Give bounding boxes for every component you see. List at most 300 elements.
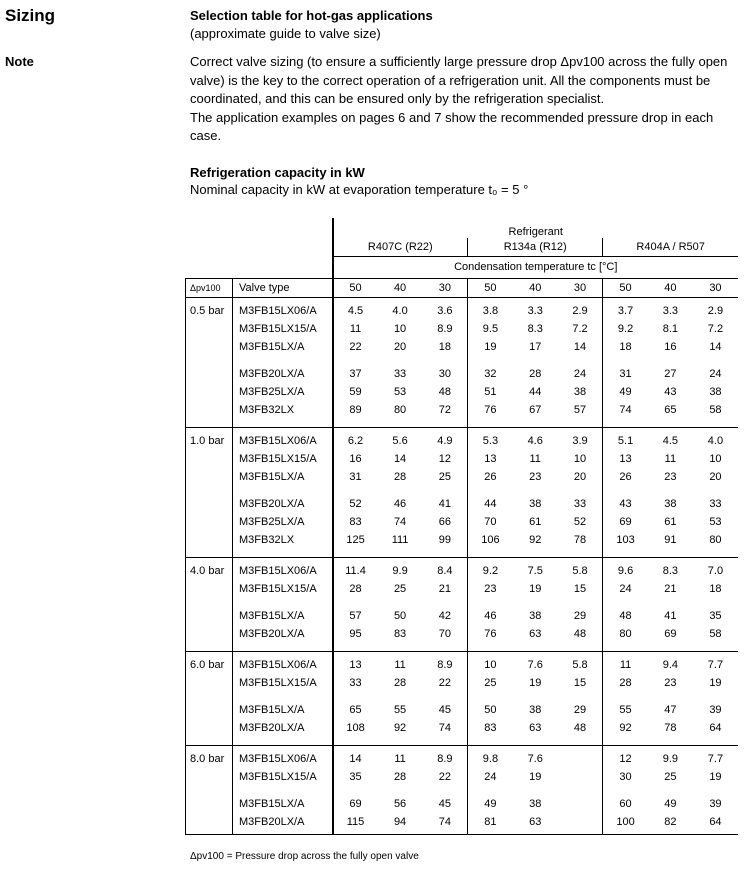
spacer-cell (233, 831, 333, 835)
capacity-cell: 69 (333, 795, 378, 813)
spacer-cell (333, 549, 378, 558)
spacer-cell (558, 643, 603, 652)
spacer-cell (378, 831, 423, 835)
capacity-cell: 16 (664, 340, 677, 353)
spacer-cell (378, 486, 423, 495)
capacity-cell: 24 (468, 768, 513, 786)
capacity-cell (558, 768, 603, 786)
capacity-cell: 5.6 (392, 434, 408, 447)
capacity-cell: 4.5 (662, 434, 678, 447)
spacer-cell (468, 356, 513, 365)
capacity-cell: 25 (664, 770, 677, 783)
capacity-cell: 7.0 (707, 564, 724, 577)
capacity-cell: 11 (603, 656, 648, 674)
valve-type-cell: M3FB15LX06/A (233, 432, 333, 450)
spacer-cell (333, 419, 378, 428)
capacity-cell: 16 (333, 450, 378, 468)
capacity-cell: 8.9 (437, 752, 453, 765)
capacity-cell: 33 (573, 497, 587, 510)
temperature-header: 50 (468, 278, 513, 297)
pressure-drop-cell: 4.0 bar (186, 562, 233, 580)
valve-type-cell: M3FB15LX06/A (233, 656, 333, 674)
capacity-cell: 48 (603, 607, 648, 625)
capacity-cell: 78 (573, 533, 587, 546)
capacity-cell: 2.9 (707, 304, 724, 317)
footnote: Δpv100 = Pressure drop across the fully open valve (190, 851, 419, 862)
header-row-refrigerant (186, 218, 739, 238)
capacity-cell: 7.5 (527, 564, 543, 577)
capacity-cell: 38 (529, 703, 542, 716)
pressure-drop-cell (186, 450, 233, 468)
spacer-cell (648, 692, 693, 701)
spacer-cell (648, 737, 693, 746)
pressure-drop-cell (186, 701, 233, 719)
capacity-cell: 7.7 (707, 752, 724, 765)
spacer-cell (423, 643, 468, 652)
spacer-cell (333, 643, 378, 652)
capacity-cell: 14 (393, 452, 407, 465)
spacer-cell (233, 692, 333, 701)
capacity-cell: 69 (664, 627, 677, 640)
capacity-cell: 95 (333, 625, 378, 643)
spacer-cell (423, 598, 468, 607)
capacity-cell: 48 (573, 721, 587, 734)
spacer-cell (468, 737, 513, 746)
spacer-cell (693, 486, 738, 495)
capacity-cell: 14 (333, 750, 378, 768)
spacer-cell (186, 692, 233, 701)
spacer-cell (186, 786, 233, 795)
capacity-cell: 42 (438, 609, 451, 622)
capacity-cell: 28 (393, 470, 407, 483)
capacity-cell: 22 (438, 676, 451, 689)
spacer-cell (513, 419, 558, 428)
capacity-cell: 25 (468, 674, 513, 692)
spacer-cell (558, 549, 603, 558)
capacity-cell: 80 (393, 403, 407, 416)
capacity-cell: 45 (438, 797, 451, 810)
spacer-cell (648, 643, 693, 652)
pressure-drop-cell (186, 768, 233, 786)
spacer-cell (378, 786, 423, 795)
temperature-header: 40 (529, 281, 542, 294)
spacer-cell (558, 486, 603, 495)
capacity-cell: 22 (333, 338, 378, 356)
capacity-cell: 7.2 (572, 322, 588, 335)
capacity-cell: 15 (573, 582, 587, 595)
spacer-cell (468, 643, 513, 652)
capacity-cell: 4.0 (392, 304, 408, 317)
valve-type-cell: M3FB15LX15/A (233, 580, 333, 598)
spacer-cell (648, 419, 693, 428)
spacer-cell (233, 737, 333, 746)
capacity-cell: 4.9 (437, 434, 453, 447)
pressure-drop-cell (186, 513, 233, 531)
valve-type-cell: M3FB25LX/A (233, 383, 333, 401)
valve-type-header: Valve type (233, 278, 333, 297)
capacity-cell: 74 (393, 515, 407, 528)
spacer-cell (513, 598, 558, 607)
table-row (186, 495, 739, 513)
valve-type-cell: M3FB20LX/A (233, 495, 333, 513)
spacer-row (186, 598, 739, 607)
spacer-row (186, 643, 739, 652)
capacity-cell: 37 (333, 365, 378, 383)
capacity-cell: 63 (529, 815, 542, 828)
spacer-cell (648, 831, 693, 835)
spacer-cell (423, 356, 468, 365)
capacity-cell: 63 (529, 627, 542, 640)
table-row (186, 432, 739, 450)
capacity-cell: 33 (709, 497, 722, 510)
table-row (186, 365, 739, 383)
spacer-cell (333, 356, 378, 365)
capacity-cell: 55 (393, 703, 407, 716)
pressure-drop-cell: 8.0 bar (186, 750, 233, 768)
capacity-cell: 64 (709, 815, 722, 828)
spacer-cell (603, 486, 648, 495)
table-row (186, 719, 739, 737)
refrigerant-name: R404A / R507 (603, 238, 738, 257)
capacity-cell: 13 (603, 450, 648, 468)
spacer-cell (333, 598, 378, 607)
spacer-cell (333, 831, 378, 835)
capacity-cell: 12 (438, 452, 451, 465)
table-row (186, 656, 739, 674)
capacity-cell: 76 (468, 625, 513, 643)
spacer-cell (186, 831, 233, 835)
capacity-cell: 39 (709, 797, 722, 810)
table-row (186, 813, 739, 831)
header-row-refrigerants (186, 238, 739, 257)
note-paragraph-1: Correct valve sizing (to ensure a sufficiently large pressure drop Δpv100 across the fully open valve) is the key to the correct operation of a refrigeration unit. All the components must be coordinated, and this can be ensured only by the refrigeration specialist. (190, 54, 728, 107)
table-row (186, 531, 739, 549)
valve-type-cell: M3FB32LX (233, 401, 333, 419)
capacity-cell: 30 (438, 367, 451, 380)
spacer-cell (378, 692, 423, 701)
spacer-cell (233, 643, 333, 652)
capacity-cell: 57 (573, 403, 587, 416)
spacer-cell (648, 786, 693, 795)
capacity-title: Refrigeration capacity in kW (190, 165, 365, 180)
capacity-cell: 38 (709, 385, 722, 398)
capacity-cell: 28 (333, 580, 378, 598)
valve-type-cell: M3FB20LX/A (233, 813, 333, 831)
spacer-cell (186, 643, 233, 652)
capacity-cell: 115 (333, 813, 378, 831)
capacity-cell: 8.1 (662, 322, 678, 335)
capacity-cell: 52 (333, 495, 378, 513)
valve-type-cell: M3FB25LX/A (233, 513, 333, 531)
spacer-row (186, 692, 739, 701)
spacer-row (186, 786, 739, 795)
spacer-cell (648, 356, 693, 365)
pressure-drop-cell (186, 625, 233, 643)
capacity-cell: 9.9 (662, 752, 678, 765)
spacer-cell (693, 549, 738, 558)
capacity-cell: 99 (438, 533, 451, 546)
capacity-cell: 28 (603, 674, 648, 692)
spacer-cell (468, 692, 513, 701)
capacity-cell: 49 (468, 795, 513, 813)
capacity-cell: 23 (664, 676, 677, 689)
spacer-cell (186, 419, 233, 428)
spacer-cell (233, 419, 333, 428)
pressure-drop-cell (186, 607, 233, 625)
spacer-cell (513, 356, 558, 365)
capacity-cell: 12 (603, 750, 648, 768)
valve-type-cell: M3FB15LX06/A (233, 750, 333, 768)
pressure-drop-cell: 6.0 bar (186, 656, 233, 674)
spacer-cell (603, 598, 648, 607)
capacity-cell: 80 (709, 533, 722, 546)
capacity-cell: 76 (468, 401, 513, 419)
pressure-drop-cell (186, 674, 233, 692)
capacity-cell: 3.9 (572, 434, 588, 447)
capacity-cell: 29 (573, 703, 587, 716)
spacer-cell (513, 831, 558, 835)
capacity-cell: 21 (438, 582, 451, 595)
capacity-cell: 41 (438, 497, 451, 510)
spacer-cell (603, 831, 648, 835)
note-paragraph-2: The application examples on pages 6 and 7 show the recommended pressure drop in each case. (190, 109, 714, 144)
capacity-cell: 60 (603, 795, 648, 813)
capacity-cell: 55 (603, 701, 648, 719)
capacity-cell: 10 (573, 452, 587, 465)
capacity-cell: 11.4 (333, 562, 378, 580)
capacity-cell: 25 (438, 470, 451, 483)
valve-type-cell: M3FB15LX/A (233, 607, 333, 625)
capacity-cell: 9.2 (468, 562, 513, 580)
capacity-cell: 5.8 (572, 658, 588, 671)
spacer-cell (603, 692, 648, 701)
capacity-cell: 44 (529, 385, 542, 398)
capacity-cell: 74 (603, 401, 648, 419)
pressure-drop-cell (186, 365, 233, 383)
capacity-cell: 3.3 (527, 304, 543, 317)
valve-type-cell: M3FB20LX/A (233, 625, 333, 643)
capacity-cell: 58 (709, 627, 722, 640)
spacer-cell (423, 419, 468, 428)
spacer-cell (233, 549, 333, 558)
pressure-drop-cell (186, 719, 233, 737)
spacer-cell (513, 486, 558, 495)
capacity-cell: 11 (529, 452, 541, 465)
capacity-cell: 58 (709, 403, 722, 416)
spacer-cell (558, 419, 603, 428)
capacity-cell: 45 (438, 703, 451, 716)
spacer-cell (468, 786, 513, 795)
capacity-cell: 61 (664, 515, 677, 528)
capacity-cell: 22 (438, 770, 451, 783)
table-row (186, 383, 739, 401)
table-row (186, 607, 739, 625)
capacity-cell: 51 (468, 383, 513, 401)
capacity-cell: 83 (468, 719, 513, 737)
spacer-cell (468, 486, 513, 495)
spacer-cell (603, 549, 648, 558)
spacer-cell (378, 643, 423, 652)
capacity-cell: 7.6 (527, 752, 543, 765)
capacity-cell: 15 (573, 676, 587, 689)
spacer-cell (233, 786, 333, 795)
spacer-row (186, 831, 739, 835)
capacity-cell: 74 (438, 721, 451, 734)
capacity-cell: 83 (333, 513, 378, 531)
spacer-cell (693, 737, 738, 746)
pressure-drop-cell (186, 320, 233, 338)
spacer-cell (603, 786, 648, 795)
capacity-cell: 64 (709, 721, 722, 734)
spacer-cell (603, 356, 648, 365)
refrigerant-name: R407C (R22) (333, 238, 468, 257)
valve-type-cell: M3FB15LX15/A (233, 450, 333, 468)
spacer-cell (513, 692, 558, 701)
capacity-cell: 24 (573, 367, 587, 380)
table-row (186, 338, 739, 356)
capacity-cell: 11 (394, 658, 406, 671)
capacity-cell: 39 (709, 703, 722, 716)
header-row-columns (186, 278, 739, 297)
capacity-table (185, 218, 738, 835)
capacity-cell: 24 (603, 580, 648, 598)
temperature-header: 40 (393, 281, 407, 294)
capacity-cell: 69 (603, 513, 648, 531)
capacity-cell: 9.6 (603, 562, 648, 580)
valve-type-cell: M3FB15LX/A (233, 338, 333, 356)
table-row (186, 674, 739, 692)
dp-header: Δpv100 (186, 278, 233, 297)
capacity-cell: 103 (603, 531, 648, 549)
valve-type-cell: M3FB20LX/A (233, 719, 333, 737)
capacity-cell: 31 (333, 468, 378, 486)
capacity-cell: 4.6 (527, 434, 543, 447)
capacity-cell (558, 750, 603, 768)
spacer-cell (233, 486, 333, 495)
valve-type-cell: M3FB15LX15/A (233, 674, 333, 692)
spacer-cell (468, 831, 513, 835)
spacer-cell (468, 419, 513, 428)
table-row (186, 795, 739, 813)
capacity-cell: 19 (529, 770, 542, 783)
capacity-cell: 27 (664, 367, 677, 380)
valve-type-cell: M3FB15LX06/A (233, 562, 333, 580)
capacity-cell: 43 (603, 495, 648, 513)
capacity-cell: 18 (603, 338, 648, 356)
capacity-cell: 3.7 (603, 302, 648, 320)
pressure-drop-cell (186, 338, 233, 356)
capacity-cell: 9.8 (468, 750, 513, 768)
spacer-cell (186, 598, 233, 607)
spacer-cell (378, 549, 423, 558)
spacer-cell (558, 831, 603, 835)
capacity-cell: 8.3 (662, 564, 678, 577)
capacity-cell: 5.8 (572, 564, 588, 577)
capacity-cell (558, 813, 603, 831)
capacity-cell (558, 795, 603, 813)
spacer-cell (513, 786, 558, 795)
capacity-cell: 19 (529, 582, 542, 595)
capacity-cell: 32 (468, 365, 513, 383)
temperature-header: 40 (664, 281, 677, 294)
spacer-cell (513, 549, 558, 558)
pressure-drop-cell (186, 468, 233, 486)
spacer-cell (693, 786, 738, 795)
capacity-cell: 38 (529, 797, 542, 810)
capacity-cell: 21 (664, 582, 677, 595)
refrigerant-header: Refrigerant (333, 218, 739, 238)
capacity-cell: 41 (664, 609, 677, 622)
capacity-cell: 83 (393, 627, 407, 640)
spacer-cell (558, 356, 603, 365)
spacer-cell (603, 643, 648, 652)
table-row (186, 625, 739, 643)
capacity-cell: 61 (529, 515, 542, 528)
capacity-cell: 35 (709, 609, 722, 622)
capacity-cell: 46 (393, 497, 407, 510)
spacer-cell (333, 486, 378, 495)
spacer-cell (648, 549, 693, 558)
capacity-cell: 11 (664, 452, 677, 465)
spacer-cell (186, 486, 233, 495)
capacity-cell: 50 (393, 609, 407, 622)
capacity-cell: 25 (393, 582, 407, 595)
spacer-cell (558, 692, 603, 701)
capacity-cell: 5.1 (603, 432, 648, 450)
pressure-drop-cell (186, 813, 233, 831)
capacity-cell: 28 (393, 770, 407, 783)
spacer-cell (333, 692, 378, 701)
pressure-drop-cell (186, 531, 233, 549)
valve-type-cell: M3FB15LX/A (233, 468, 333, 486)
capacity-cell: 65 (333, 701, 378, 719)
capacity-cell: 28 (529, 367, 542, 380)
capacity-cell: 4.5 (333, 302, 378, 320)
capacity-cell: 10 (468, 656, 513, 674)
spacer-cell (693, 831, 738, 835)
capacity-cell: 20 (573, 470, 587, 483)
spacer-cell (378, 737, 423, 746)
table-row (186, 562, 739, 580)
capacity-cell: 3.8 (468, 302, 513, 320)
pressure-drop-cell (186, 383, 233, 401)
capacity-cell: 4.0 (707, 434, 724, 447)
capacity-cell: 30 (603, 768, 648, 786)
capacity-cell: 9.9 (392, 564, 408, 577)
capacity-cell: 65 (664, 403, 677, 416)
capacity-cell: 35 (333, 768, 378, 786)
table-row (186, 750, 739, 768)
spacer-cell (378, 419, 423, 428)
pressure-drop-cell (186, 401, 233, 419)
capacity-cell: 70 (468, 513, 513, 531)
spacer-cell (468, 598, 513, 607)
capacity-cell: 48 (573, 627, 587, 640)
capacity-cell: 92 (393, 721, 407, 734)
spacer-cell (693, 419, 738, 428)
valve-type-cell: M3FB20LX/A (233, 365, 333, 383)
capacity-cell: 81 (468, 813, 513, 831)
capacity-cell: 108 (333, 719, 378, 737)
capacity-cell: 5.3 (468, 432, 513, 450)
capacity-cell: 3.6 (437, 304, 453, 317)
capacity-cell: 38 (664, 497, 677, 510)
capacity-cell: 3.3 (662, 304, 678, 317)
valve-type-cell: M3FB15LX/A (233, 701, 333, 719)
capacity-cell: 10 (709, 452, 722, 465)
table-row (186, 701, 739, 719)
spacer-cell (186, 549, 233, 558)
